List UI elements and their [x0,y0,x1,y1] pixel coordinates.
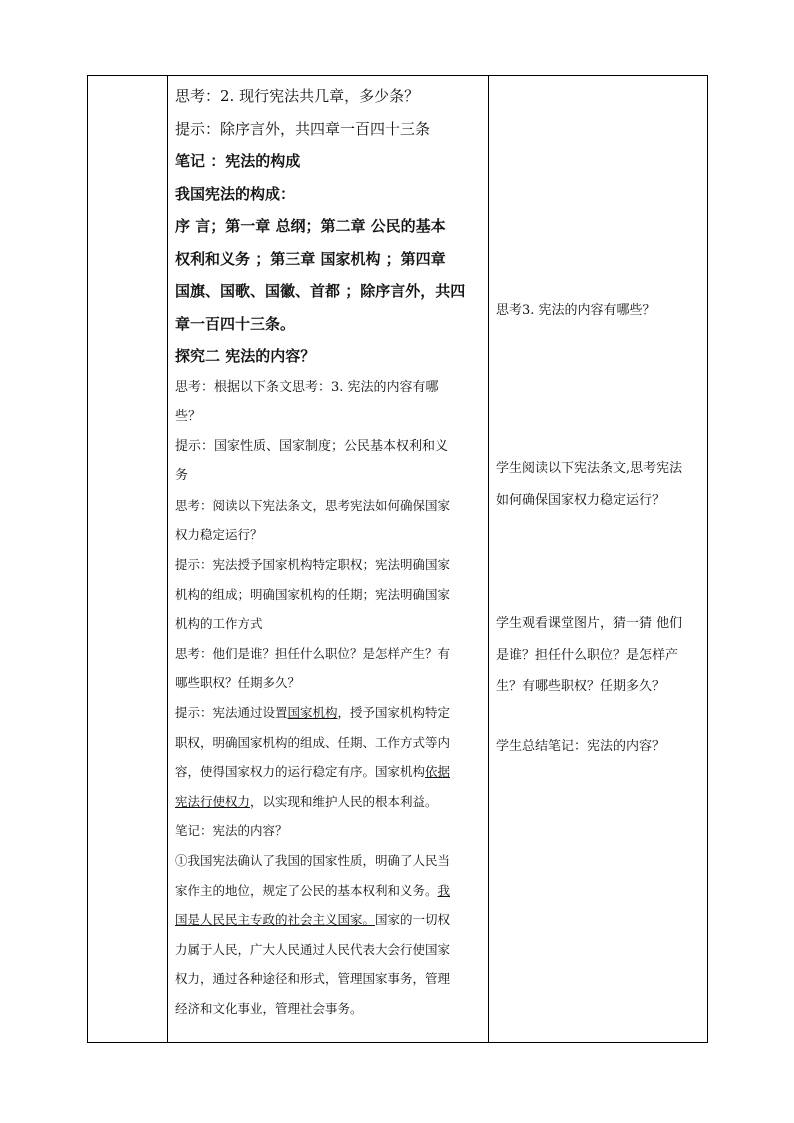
student-activity-cell [489,76,708,1043]
notes-para-line-2: 家作主的地位，规定了公民的基本权利和义务。我 [175,882,451,898]
left-column-cell [88,76,168,1043]
inquiry-two-heading: 探究二 宪法的内容？ [175,347,316,365]
notes-para-line-3: 国是人民民主专政的社会主义国家。国家的一切权 [175,912,451,928]
hint-organ-line-4: 宪法行使权力，以实现和维护人民的根本利益。 [175,793,438,809]
note-structure-title: 笔记 ：宪法的构成 [175,152,301,170]
question-content: 思考：根据以下条文思考：3. 宪法的内容有哪 [175,379,439,395]
activity-read-articles: 学生阅读以下宪法条文,思考宪法 如何确保国家权力稳定运行？ [496,461,683,508]
hint-power-3: 机构的工作方式 [175,616,263,632]
question-power-cont: 权力稳定运行？ [175,527,263,543]
hint-content-cont: 务 [175,468,189,484]
hint-content: 提示：国家性质、国家制度；公民基本权利和义 [175,438,449,454]
hint-organ-line-3: 容，使得国家权力的运行稳定有序。国家机构依据 [175,764,451,780]
structure-line-2: 权利和义务 ；第三章 国家机构 ；第四章 [175,249,446,268]
question-content-cont: 些？ [175,409,202,425]
activity-guess-images: 学生观看课堂图片，猜一猜 他们 是谁？担任什么职位？是怎样产 生？有哪些职权？任期多久？ [496,616,683,694]
notes-para-line-6: 经济和文化事业，管理社会事务。 [175,1000,363,1016]
notes-para-line-5: 权力，通过各种途径和形式，管理国家事务，管理 [175,971,451,987]
activity-think-3: 思考3. 宪法的内容有哪些？ [496,303,656,318]
structure-line-3: 国旗、国歌、国徽、首都 ；除序言外，共四 [175,282,466,300]
notes-para-line-4: 力属于人民，广大人民通过人民代表大会行使国家 [175,941,451,957]
notes-para-line-1: ①我国宪法确认了我国的国家性质，明确了人民当 [175,853,451,868]
hint-organ-line-2: 职权，明确国家机构的组成、任期、工作方式等内 [175,734,451,750]
table-row [88,76,708,1043]
teaching-content-cell [168,76,489,1043]
question-chapters: 思考：2. 现行宪法共几章，多少条？ [175,87,420,105]
structure-line-1: 序 言；第一章 总纲；第二章 公民的基本 [175,217,446,235]
structure-line-4: 章一百四十三条。 [175,314,296,333]
lesson-plan-table [87,75,708,1043]
hint-power-2: 机构的组成；明确国家机构的任期；宪法明确国家 [175,586,451,602]
hint-chapters: 提示：除序言外，共四章一百四十三条 [175,119,431,138]
hint-power-1: 提示：宪法授予国家机构特定职权；宪法明确国家 [175,557,451,573]
question-power: 思考：阅读以下宪法条文，思考宪法如何确保国家 [175,497,451,513]
question-who: 思考：他们是谁？担任什么职位？是怎样产生？有 [175,645,451,661]
notes-content-title: 笔记：宪法的内容？ [175,823,288,839]
structure-heading: 我国宪法的构成： [175,184,296,203]
question-who-cont: 哪些职权？任期多久？ [175,675,301,691]
activity-summary-notes: 学生总结笔记：宪法的内容？ [496,739,666,754]
hint-organ-line-1: 提示：宪法通过设置国家机构，授予国家机构特定 [175,705,451,721]
